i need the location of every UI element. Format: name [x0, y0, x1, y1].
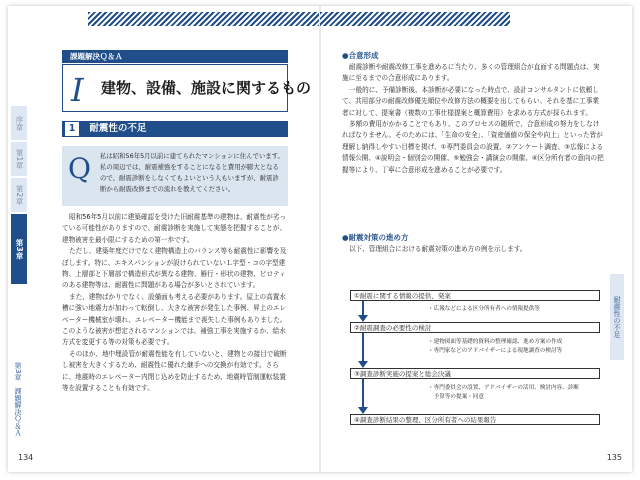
chapter-heading-box	[62, 64, 312, 112]
answer-paragraph: ただし、建築年度だけでなく建物構造上のバランス等も耐震性に影響を及ぼします。特に、エキスパンションが設けられていないＬ字型・コの字型建物、上層部と下層部で構造形式が異なる建物、雁行・形状の建物、ピロティのある建物等は、耐震性に問題がある場合が多いとされています。	[62, 247, 287, 290]
flow-step-3-detail: 予算等の提案・同意	[428, 394, 484, 400]
flow-step-1: ①耐震に関する情報の提供、発案	[350, 290, 600, 301]
section-number: 1	[64, 121, 80, 137]
flow-arrow-head	[358, 361, 368, 368]
answer-paragraph: 昭和56年5月以前に建築確認を受けた旧耐震基準の建物は、耐震性が劣っている可能性がありますので、耐震診断を実施して実態を把握することが、建物被害を最小限にするための第一歩です。	[62, 213, 287, 244]
question-mark-icon: Q	[68, 152, 91, 185]
right-page	[320, 6, 632, 472]
flow-step-3-detail: ・専門委員会の設置、アドバイザーの活用、検討内容、診断	[428, 385, 579, 391]
process-flow-diagram	[342, 276, 604, 436]
flow-step-1-detail: ・広報などによる区分所有者への情報提供等	[428, 306, 540, 312]
kicker-label: 課題解決Ｑ＆Ａ	[62, 50, 288, 63]
header-hatch-decoration	[88, 12, 320, 26]
section-heading	[62, 121, 288, 137]
section-title: 耐震性の不足	[89, 123, 147, 134]
body-paragraph: 一般的に、予備診断後、本診断が必要になった時点で、設計コンサルタントに依頼して、共用部分の耐震改修優先順位や改修方法の概要を出してもらい、それを基に工事業者に対して、提案書（複数の工事仕様提案と概算費用）を求める方式が採られます。	[342, 85, 600, 117]
heading-countermeasures: ●耐震対策の進め方	[342, 233, 409, 242]
flow-arrow-head	[358, 407, 368, 414]
chapter-title: 建物、設備、施設に関するもの	[101, 79, 312, 97]
side-running-label: 第3章 課題解決Ｑ＆Ａ	[14, 362, 22, 437]
tab-chapter-1[interactable]: 第1章	[11, 142, 27, 176]
side-tab-section[interactable]: 耐震性の不足	[610, 274, 624, 360]
flow-step-2-detail: ・建物図面等基礎的資料の整理確認、進め方案の作成	[428, 339, 563, 345]
answer-paragraph: また、建物ばかりでなく、設備面も考える必要があります。屋上の高置水槽に強い地震力が加わって転倒し、大きな被害が発生した事例、昇上のエレベーター機械室が壊れ、エレベーター機能まで喪失した事例もありました。このような被害が想定されるマンションでは、補強工事を実施するか、給水方式を変更する等の対策も必要です。	[62, 292, 287, 347]
answer-body	[62, 212, 290, 395]
book-spread	[8, 6, 632, 472]
countermeasures-intro	[342, 244, 604, 255]
flow-step-2: ②耐震調査の必要性の検討	[350, 322, 600, 333]
chapter-numeral: I	[71, 71, 84, 109]
page-number-left: 134	[18, 453, 34, 462]
tab-intro[interactable]: 序章	[11, 106, 27, 140]
flow-arrow-line	[362, 379, 364, 407]
header-hatch-decoration	[320, 12, 510, 26]
intro-paragraph: 以下、管理組合における耐震対策の進め方の例を示します。	[349, 245, 527, 253]
question-box	[62, 146, 288, 206]
body-paragraph: 多額の費用がかかることでもあり、このプロセスの随所で、合意形成の努力をしなければなりません。そのためには、「生命の安全」、「資産価値の保全や向上」といった皆が理解し納得しやすい目標を掲げ、①専門委員会の設置、②アンケート調査、③広報による情報公開、④説明会・個別会の開催、⑤勉強会・講演会の開催、⑥区分所有者の意向の把握等により、丁寧に合意形成を進めることが必要です。	[342, 120, 604, 174]
body-paragraph: 耐震診断や耐震改修工事を進めるに当たり、多くの管理組合が直面する問題点は、実施に至るまでの合意形成にあります。	[342, 63, 600, 83]
left-page	[8, 6, 320, 472]
consensus-body	[342, 62, 604, 176]
flow-step-3: ③調査診断実施の提案と総会決議	[350, 368, 600, 379]
page-number-right: 135	[606, 453, 622, 462]
flow-step-2-detail: ・専門家などのアドバイザーによる現地調査の検討等	[428, 348, 563, 354]
flow-step-4: ④調査診断結果の整理、区分所有者への結果報告	[350, 414, 600, 425]
heading-consensus: ●合意形成	[342, 51, 379, 60]
flow-arrow-line	[362, 333, 364, 361]
flow-arrow-line	[362, 301, 364, 315]
answer-paragraph: そのほか、地中埋設管が耐震性能を有していないと、建物との接目で破断し被害を大きくするため、耐震性に優れた継手への交換が有効です。さらに、地震時のエレベーター内閉じ込めを防止するため、地震時管制運転装置等を設置することも有効です。	[62, 349, 287, 393]
tab-chapter-2[interactable]: 第2章	[11, 178, 27, 212]
chapter-tabs	[11, 106, 27, 286]
question-text: 私は昭和56年5月以前に建てられたマンションに住んでいます。私の周辺では、耐震補強をすることになると費用が膨大となるので、耐震診断をしなくてもよいという人もいますが、耐震診断から耐震改修までの流れを教えてください。	[100, 152, 284, 193]
flow-arrow-head	[358, 315, 368, 322]
tab-chapter-3-active[interactable]: 第3章	[11, 214, 27, 284]
